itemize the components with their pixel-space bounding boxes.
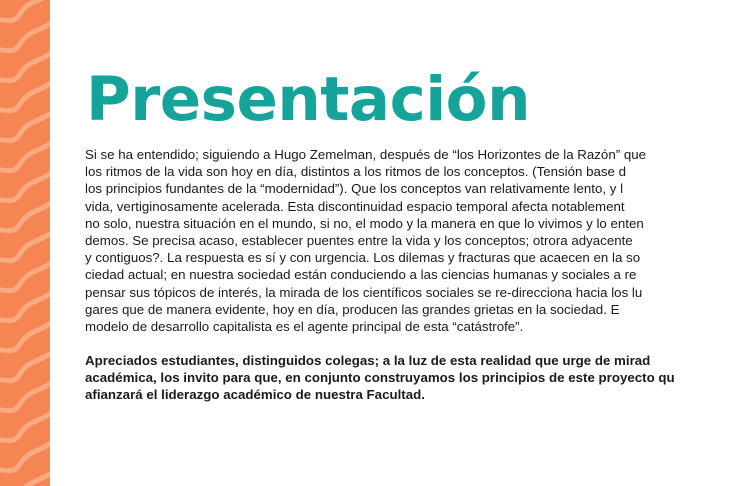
closing-line: afianzará el liderazgo académico de nuestra Facultad.	[85, 387, 425, 403]
paragraph-line: Si se ha entendido; siguiendo a Hugo Zemelman, después de “los Horizontes de la Razón” que	[85, 147, 647, 162]
paragraph-line: los principios fundantes de la “modernidad”). Que los conceptos van relativamente lento, y l	[85, 181, 624, 197]
intro-paragraph	[85, 146, 741, 335]
closing-paragraph	[85, 352, 741, 404]
side-band-background	[0, 0, 50, 486]
paragraph-line: modelo de desarrollo capitalista es el agente principal de esta “catástrofe”.	[85, 318, 524, 334]
paragraph-line: y contiguos?. La respuesta es sí y con urgencia. Los dilemas y fracturas que acaecen en la so	[85, 250, 641, 266]
closing-line: Apreciados estudiantes, distinguidos colegas; a la luz de esta realidad que urge de mirad	[85, 353, 651, 369]
paragraph-line: demos. Se precisa acaso, establecer puentes entre la vida y los conceptos; otrora adyacente	[85, 232, 633, 248]
closing-line: académica, los invito para que, en conjunto construyamos los principios de este proyecto qu	[85, 370, 675, 386]
paragraph-line: no solo, nuestra situación en el mundo, si no, el modo y la manera en que lo vivimos y lo enten	[85, 215, 644, 231]
paragraph-line: ciedad actual; en nuestra sociedad están conduciendo a las ciencias humanas y sociales a re	[85, 267, 637, 283]
page-title: Presentación	[86, 64, 530, 135]
paragraph-line: los ritmos de la vida son hoy en día, distintos a los ritmos de los conceptos. (Tensión base d	[85, 164, 627, 180]
paragraph-line: pensar sus tópicos de interés, la mirada de los científicos sociales se re-direcciona hacia los lu	[85, 284, 643, 300]
decorative-side-band	[0, 0, 50, 486]
paragraph-line: vida, vertiginosamente acelerada. Esta discontinuidad espacio temporal afecta notablement	[85, 198, 625, 214]
wave-pattern	[0, 0, 50, 486]
body-text	[85, 146, 741, 404]
paragraph-line: gares que de manera evidente, hoy en día, producen las grandes grietas en la sociedad. E	[85, 301, 620, 317]
